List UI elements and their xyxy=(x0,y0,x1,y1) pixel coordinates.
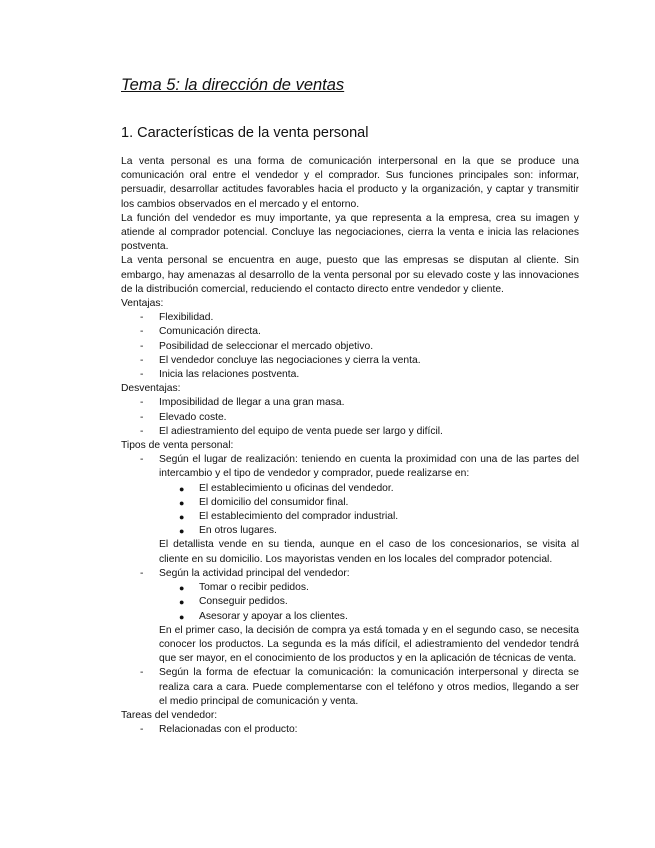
paragraph-trend: La venta personal se encuentra en auge, puesto que las empresas se disputan al cliente. Sin embargo, hay amenazas al desarrollo de la venta personal por su elevado coste y las innovaciones de la distribución comercial, reduciendo el contacto directo entre vendedor y cliente. xyxy=(121,255,579,295)
list-item: - El vendedor concluye las negociaciones y cierra la venta. xyxy=(121,354,579,368)
dash-marker: - xyxy=(140,454,144,466)
actividad-explanation: En el primer caso, la decisión de compra ya está tomada y en el segundo caso, se necesita conocer los productos. La segunda es la más difícil, el adiestramiento del vendedor tendrá que ser mayor, en el conocimiento de los productos y en la aplicación de técnicas de venta. xyxy=(159,624,579,665)
ventajas-list xyxy=(121,311,579,382)
list-item: - Posibilidad de seleccionar el mercado objetivo. xyxy=(121,340,579,354)
bullet-item: ● Conseguir pedidos. xyxy=(159,595,579,609)
list-item: - Elevado coste. xyxy=(121,411,579,425)
tareas-list xyxy=(121,723,579,737)
dash-marker: - xyxy=(140,340,144,352)
dot-marker: ● xyxy=(179,483,185,494)
tipos-list xyxy=(121,453,579,709)
bullet-item: ● El establecimiento del comprador industrial. xyxy=(159,510,579,524)
section-heading: 1. Características de la venta personal xyxy=(121,125,369,141)
lugar-explanation: El detallista vende en su tienda, aunque en el caso de los concesionarios, se visita al cliente en su domicilio. Los mayoristas venden en los locales del comprador potencial. xyxy=(159,539,579,565)
list-item: - El adiestramiento del equipo de venta puede ser largo y difícil. xyxy=(121,425,579,439)
dash-marker: - xyxy=(140,397,144,409)
document-body xyxy=(121,155,579,737)
paragraph-seller-role: La función del vendedor es muy importante, ya que representa a la empresa, crea su imagen y atiende al comprador potencial. Concluye las negociaciones, cierra la venta e inicia las relaciones postventa. xyxy=(121,212,579,253)
list-item-lugar: - Según el lugar de realización: teniendo en cuenta la proximidad con una de las partes del intercambio y el tipo de vendedor y comprador, puede realizarse en: ● El establecimiento u oficinas del vendedor. ● El domicilio del consumidor final. ● El establecimiento del comprador industrial. ● En otros lugares. El detallista vende en su tienda, aunque en el caso de los concesionarios, se visita al cliente en su domicilio. Los mayoristas venden en los locales del comprador potencial. xyxy=(121,453,579,567)
document-title: Tema 5: la dirección de ventas xyxy=(121,76,345,94)
dot-marker: ● xyxy=(179,597,185,608)
dash-marker: - xyxy=(140,326,144,338)
bullet-item: ● Tomar o recibir pedidos. xyxy=(159,581,579,595)
bullet-item: ● En otros lugares. xyxy=(159,524,579,538)
dash-marker: - xyxy=(140,567,144,579)
list-item-comunicacion: - Según la forma de efectuar la comunicación: la comunicación interpersonal y directa se realiza cara a cara. Puede complementarse con el teléfono y otros medios, llegando a ser el medio principal de comunicación y venta. xyxy=(140,667,579,707)
tipos-label: Tipos de venta personal: xyxy=(121,440,234,452)
dot-marker: ● xyxy=(179,526,185,537)
dot-marker: ● xyxy=(179,497,185,508)
dash-marker: - xyxy=(140,354,144,366)
tareas-label: Tareas del vendedor: xyxy=(121,709,218,721)
dot-marker: ● xyxy=(179,512,185,523)
list-item: - Comunicación directa. xyxy=(121,325,579,339)
dash-marker: - xyxy=(140,425,144,437)
paragraph-definition: La venta personal es una forma de comunicación interpersonal en la que se produce una comunicación oral entre el vendedor y el comprador. Sus funciones principales son: informar, persuadir, desarrollar actitudes favorables hacia el producto y la organización, y captar y transmitir los cambios observados en el mercado y el entorno. xyxy=(121,156,579,210)
dot-marker: ● xyxy=(179,611,185,622)
dash-marker: - xyxy=(140,369,144,381)
list-item: - Relacionadas con el producto: xyxy=(121,723,579,737)
bullet-item: ● El domicilio del consumidor final. xyxy=(159,496,579,510)
dot-marker: ● xyxy=(179,583,185,594)
dash-marker: - xyxy=(140,411,144,423)
ventajas-label: Ventajas: xyxy=(121,298,164,310)
list-item-actividad: - Según la actividad principal del vendedor: ● Tomar o recibir pedidos. ● Conseguir pedidos. ● Asesorar y apoyar a los clientes. En el primer caso, la decisión de compra ya está tomada y en el segundo caso, se necesita conocer los productos. La segunda es la más difícil, el adiestramiento del vendedor tendrá que ser mayor, en el conocimiento de los productos y en la aplicación de técnicas de venta. xyxy=(121,567,579,666)
list-item: - Imposibilidad de llegar a una gran masa. xyxy=(121,396,579,410)
lugar-bullets xyxy=(159,482,579,539)
dash-marker: - xyxy=(140,724,144,736)
bullet-item: ● El establecimiento u oficinas del vendedor. xyxy=(159,482,579,496)
desventajas-label: Desventajas: xyxy=(121,383,181,395)
desventajas-list xyxy=(121,396,579,439)
actividad-bullets xyxy=(159,581,579,624)
dash-marker: - xyxy=(140,312,144,324)
bullet-item: ● Asesorar y apoyar a los clientes. xyxy=(159,610,579,624)
list-item: - Flexibilidad. xyxy=(121,311,579,325)
list-item: - Inicia las relaciones postventa. xyxy=(121,368,579,382)
dash-marker: - xyxy=(140,667,144,679)
